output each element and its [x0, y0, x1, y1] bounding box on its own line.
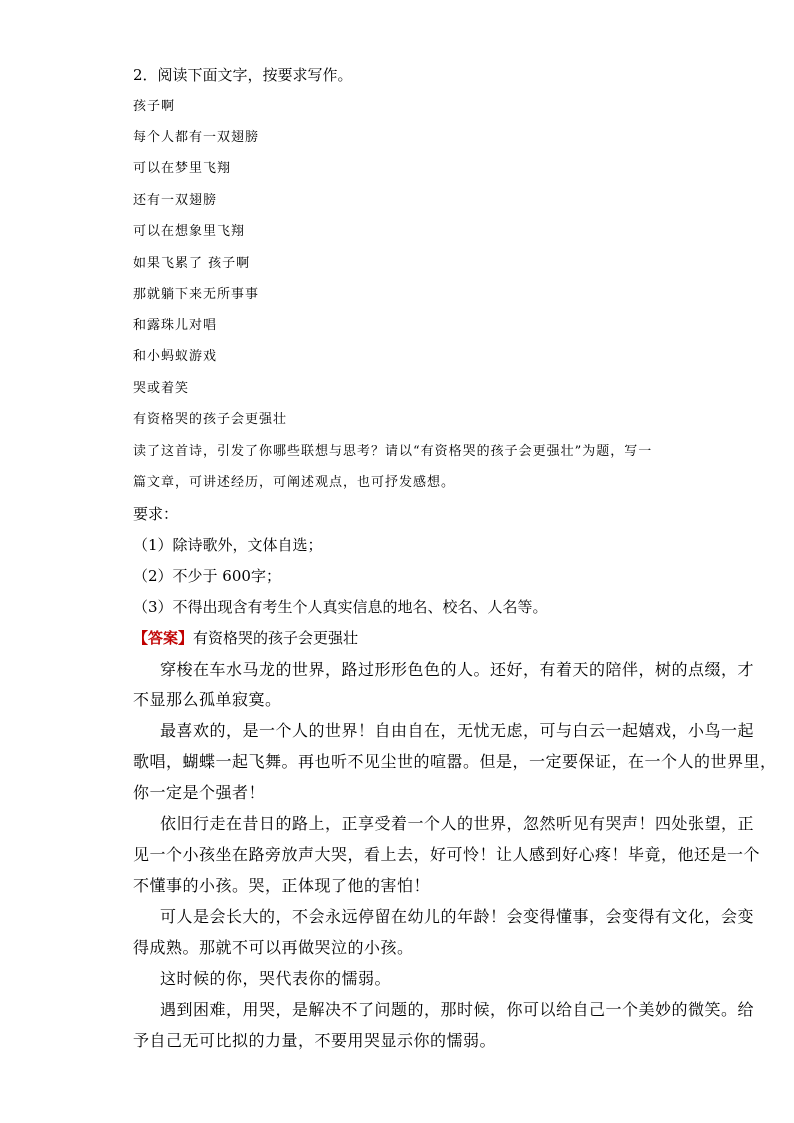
poem-line: 孩子啊	[133, 99, 176, 114]
essay-line: 依旧行走在昔日的路上，正享受着一个人的世界，忽然听见有哭声！四处张望，正	[160, 814, 755, 833]
requirement-item: （1）除诗歌外，文体自选；	[133, 536, 323, 554]
essay-line: 穿梭在车水马龙的世界，路过形形色色的人。还好，有着天的陪伴，树的点缀，才	[160, 660, 755, 679]
prompt-line-2: 篇文章，可讲述经历，可阐述观点，也可抒发感想。	[133, 475, 456, 490]
essay-line: 歌唱，蝴蝶一起飞舞。再也听不见尘世的喧嚣。但是，一定要保证，在一个人的世界里，	[133, 752, 777, 771]
poem-line: 和小蚂蚁游戏	[133, 349, 218, 364]
essay-line: 可人是会长大的，不会永远停留在幼儿的年龄！会变得懂事，会变得有文化，会变	[160, 907, 755, 926]
poem-line: 和露珠儿对唱	[133, 318, 218, 333]
question-heading: 2．阅读下面文字，按要求写作。	[133, 66, 353, 84]
poem-line: 每个人都有一双翅膀	[133, 130, 260, 145]
essay-line: 最喜欢的，是一个人的世界！自由自在，无忧无虑，可与白云一起嬉戏，小鸟一起	[160, 721, 755, 740]
essay-line: 遇到困难，用哭，是解决不了问题的，那时候，你可以给自己一个美妙的微笑。给	[160, 1000, 755, 1019]
poem-line: 可以在梦里飞翔	[133, 161, 232, 176]
poem-line: 可以在想象里飞翔	[133, 224, 246, 239]
requirement-item: （3）不得出现含有考生个人真实信息的地名、校名、人名等。	[133, 598, 548, 616]
poem-line: 哭或着笑	[133, 381, 190, 396]
answer-tag: 【答案】	[133, 629, 194, 647]
poem-line: 那就躺下来无所事事	[133, 287, 260, 302]
requirement-item: （2）不少于 600字；	[133, 567, 281, 585]
essay-line: 不懂事的小孩。哭，正体现了他的害怕！	[133, 876, 431, 895]
essay-line: 得成熟。那就不可以再做哭泣的小孩。	[133, 938, 414, 957]
essay-line: 予自己无可比拟的力量，不要用哭显示你的懦弱。	[133, 1031, 497, 1050]
poem-line: 还有一双翅膀	[133, 193, 218, 208]
poem-line: 如果飞累了 孩子啊	[133, 256, 251, 271]
prompt-line-1: 读了这首诗，引发了你哪些联想与思考？请以“有资格哭的孩子会更强壮”为题，写一	[133, 444, 653, 459]
poem-line: 有资格哭的孩子会更强壮	[133, 412, 288, 427]
essay-line: 你一定是个强者！	[133, 783, 266, 802]
essay-line: 不显那么孤单寂寞。	[133, 690, 282, 709]
essay-line: 见一个小孩坐在路旁放声大哭，看上去，好可怜！让人感到好心疼！毕竟，他还是一个	[133, 845, 761, 864]
essay-line: 这时候的你，哭代表你的懦弱。	[160, 969, 392, 988]
requirements-heading: 要求：	[133, 505, 179, 523]
answer-title: 有资格哭的孩子会更强壮	[193, 629, 359, 647]
answer-line	[133, 631, 358, 646]
